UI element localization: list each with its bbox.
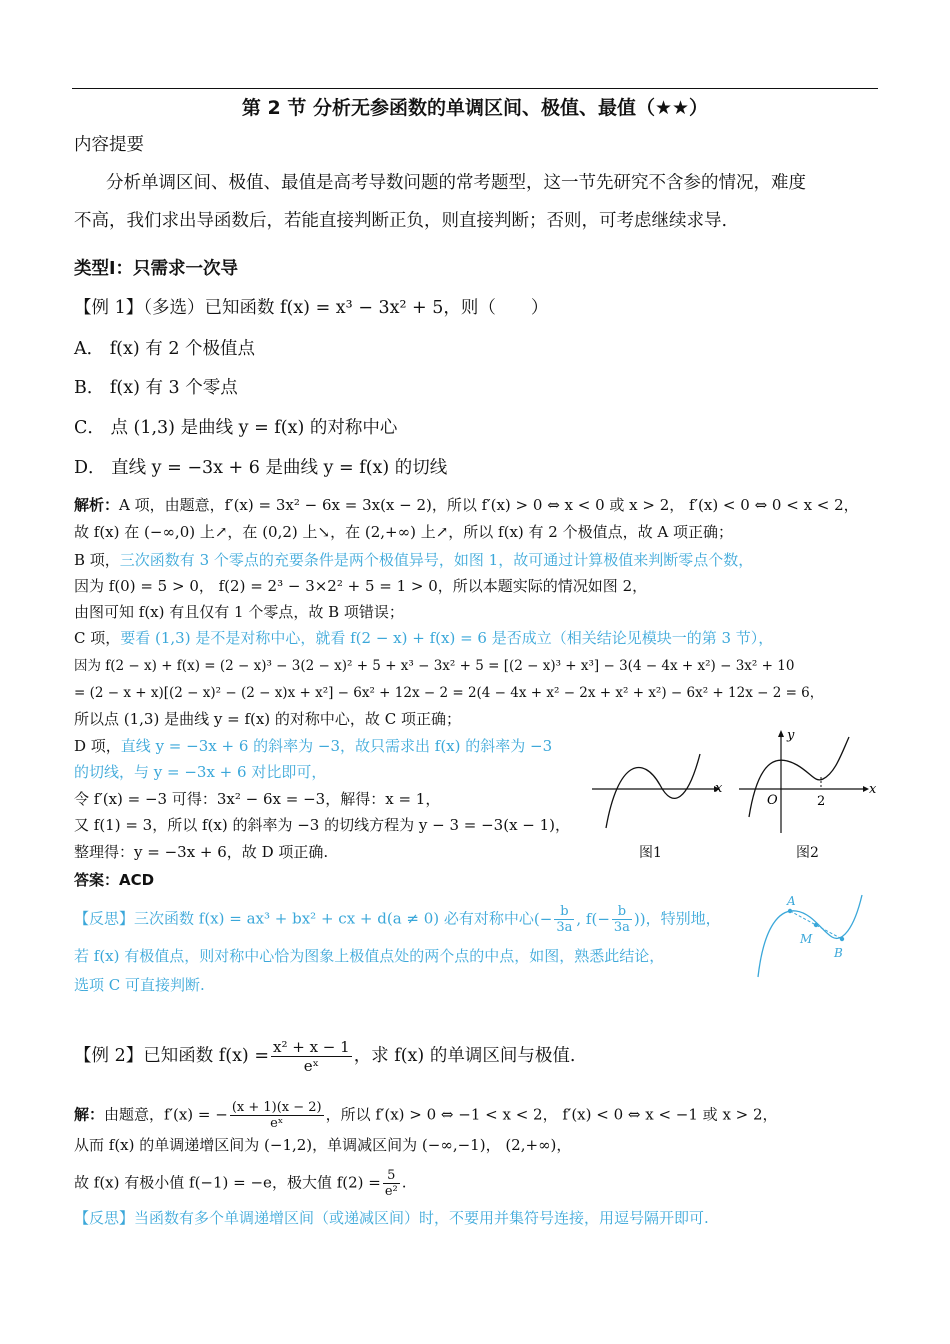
solution-2-line-3 bbox=[74, 1168, 407, 1199]
b-note: 三次函数有 3 个零点的充要条件是两个极值异号，如图 1，故可通过计算极值来判断零点个数， bbox=[119, 551, 754, 569]
option-c: C． 点 (1,3) 是曲线 y = f(x) 的对称中心 bbox=[74, 418, 398, 438]
figure-2-x-label: x bbox=[869, 782, 877, 797]
analysis-line-c4: 所以点 (1,3) 是曲线 y = f(x) 的对称中心，故 C 项正确； bbox=[74, 710, 461, 728]
figure-1-caption: 图1 bbox=[639, 845, 662, 861]
reflection-1-line-3: 选项 C 可直接判断. bbox=[74, 976, 205, 994]
figure-2-y-label: y bbox=[787, 728, 795, 743]
fraction-b-over-3a-2: $\frac{b}{3a}$ bbox=[613, 904, 630, 935]
option-a: A． f(x) 有 2 个极值点 bbox=[74, 339, 256, 359]
reflection-1-line-2: 若 f(x) 有极值点，则对称中心恰为图象上极值点处的两个点的中点，如图，熟悉此结论， bbox=[74, 947, 665, 965]
figure-3-point-b bbox=[840, 937, 844, 941]
reflection-1-text-b: ，特别地， bbox=[645, 909, 721, 928]
figure-2-caption: 图2 bbox=[796, 845, 819, 861]
figure-3-label-b: B bbox=[834, 946, 843, 960]
symmetry-center-expression: (− $\frac{b}{3a}$ , f(− $\frac{b}{3a}$ )) bbox=[533, 904, 646, 935]
d-note: 直线 y = −3x + 6 的斜率为 −3，故只需求出 f(x) 的斜率为 −3 bbox=[120, 737, 553, 755]
figure-2-tick-label: 2 bbox=[817, 794, 826, 809]
analysis-line-a2: 故 f(x) 在 (−∞,0) 上↗，在 (0,2) 上↘，在 (2,+∞) 上↗，所以 f(x) 有 2 个极值点，故 A 项正确； bbox=[74, 523, 733, 541]
figure-3-symmetry-graph bbox=[750, 885, 880, 985]
figure-1-graph bbox=[588, 750, 728, 840]
figure-1-x-label: x bbox=[715, 781, 723, 796]
solution-2-line-2: 从而 f(x) 的单调递增区间为 (−1,2)，单调减区间为 (−∞,−1)， (2,+∞)， bbox=[74, 1136, 572, 1154]
analysis-line-d4: 又 f(1) = 3，所以 f(x) 的斜率为 −3 的切线方程为 y − 3 = −3(x − 1)， bbox=[74, 816, 571, 834]
summary-paragraph-line-2: 不高，我们求出导函数后，若能直接判断正负，则直接判断；否则，可考虑继续求导. bbox=[74, 211, 728, 231]
example-2-fraction: $\frac{\text{x² + x − 1}}{\text{eˣ}}$ bbox=[273, 1038, 350, 1075]
solution-2-text-b: ，所以 f′(x) > 0 ⇔ −1 < x < 2， f′(x) < 0 ⇔ x < −1 或 x > 2， bbox=[325, 1105, 778, 1124]
analysis-line-c3: = (2 − x + x)[(2 − x)² − (2 − x)x + x²] − 6x² + 12x − 2 = 2(4 − 4x + x² − 2x + x² + x²) − 6x² + 12x − 2 = 6， bbox=[74, 685, 824, 701]
analysis-line-b2: 因为 f(0) = 5 > 0， f(2) = 2³ − 3×2² + 5 = 1 > 0，所以本题实际的情况如图 2， bbox=[74, 577, 648, 595]
reflection-1-text-a: 【反思】三次函数 f(x) = ax³ + bx² + cx + d(a ≠ 0) 必有对称中心 bbox=[74, 909, 534, 928]
reflection-1-line-1 bbox=[74, 904, 721, 935]
figure-2-graph bbox=[735, 725, 875, 835]
solution-2-text-d: . bbox=[401, 1173, 407, 1192]
figure-3-label-a: A bbox=[787, 894, 796, 908]
reflection-2: 【反思】当函数有多个单调递增区间（或递减区间）时，不要用并集符号连接，用逗号隔开即可. bbox=[74, 1209, 709, 1227]
solution-2-text-c: 故 f(x) 有极小值 f(−1) = −e，极大值 f(2) = bbox=[74, 1173, 381, 1192]
b-prefix: B 项， bbox=[74, 551, 120, 569]
summary-heading: 内容提要 bbox=[74, 135, 144, 155]
analysis-line-c1 bbox=[74, 629, 773, 648]
figure-2-curve bbox=[749, 737, 849, 817]
solution-2-text-a: 由题意，f′(x) = − bbox=[104, 1105, 228, 1124]
answer: 答案：ACD bbox=[74, 871, 155, 889]
example-1-stem: 【例 1】（多选）已知函数 f(x) = x³ − 3x² + 5，则（ ） bbox=[74, 298, 549, 318]
analysis-line-b3: 由图可知 f(x) 有且仅有 1 个零点，故 B 项错误； bbox=[74, 603, 404, 621]
summary-paragraph-line-1: 分析单调区间、极值、最值是高考导数问题的常考题型，这一节先研究不含参的情况，难度 bbox=[106, 173, 806, 193]
figure-3-label-m: M bbox=[800, 932, 813, 946]
example-2-stem bbox=[74, 1038, 575, 1075]
solution-2-line-1 bbox=[74, 1100, 778, 1131]
figure-2-y-arrow bbox=[778, 730, 784, 737]
d-prefix: D 项， bbox=[74, 737, 121, 755]
header-rule bbox=[72, 88, 878, 89]
example-2-text-b: ，求 f(x) 的单调区间与极值. bbox=[353, 1046, 576, 1066]
analysis-line-c2: 因为 f(2 − x) + f(x) = (2 − x)³ − 3(2 − x)² + 5 + x³ − 3x² + 5 = [(2 − x)³ + x³] − 3(4 − 4x + x²) − 3x² + 10 bbox=[74, 658, 795, 674]
analysis-line-d3: 令 f′(x) = −3 可得：3x² − 6x = −3，解得：x = 1， bbox=[74, 790, 441, 808]
example-2-text-a: 【例 2】已知函数 f(x) = bbox=[74, 1046, 269, 1066]
c-note: 要看 (1,3) 是不是对称中心，就看 f(2 − x) + f(x) = 6 是否成立（相关结论见模块一的第 3 节）， bbox=[120, 629, 774, 647]
analysis-line-d2: 的切线，与 y = −3x + 6 对比即可， bbox=[74, 763, 327, 781]
analysis-a1-text: A 项，由题意，f′(x) = 3x² − 6x = 3x(x − 2)，所以 f′(x) > 0 ⇔ x < 0 或 x > 2， f′(x) < 0 ⇔ 0 < x < 2， bbox=[119, 496, 859, 514]
figure-3-point-a bbox=[788, 909, 792, 913]
fraction-b-over-3a: $\frac{b}{3a}$ bbox=[556, 904, 573, 935]
analysis-line-a1 bbox=[74, 496, 859, 515]
figure-3-point-m bbox=[814, 923, 818, 927]
max-value-fraction: $\frac{5}{\text{e²}}$ bbox=[384, 1168, 398, 1199]
option-d: D． 直线 y = −3x + 6 是曲线 y = f(x) 的切线 bbox=[74, 458, 448, 478]
type-heading: 类型Ⅰ：只需求一次导 bbox=[74, 259, 239, 279]
analysis-line-d5: 整理得：y = −3x + 6，故 D 项正确. bbox=[74, 843, 329, 861]
figure-2-origin-label: O bbox=[767, 793, 778, 808]
solution-label: 解： bbox=[74, 1105, 105, 1124]
analysis-line-b1 bbox=[74, 551, 753, 570]
derivative-fraction: $\frac{(x + 1)(x - 2)}{\text{eˣ}}$ bbox=[231, 1100, 322, 1131]
figure-1-curve bbox=[606, 754, 700, 828]
analysis-label: 解析： bbox=[74, 496, 120, 514]
c-prefix: C 项， bbox=[74, 629, 121, 647]
option-b: B． f(x) 有 3 个零点 bbox=[74, 378, 238, 398]
analysis-line-d1 bbox=[74, 737, 552, 756]
section-title: 第 2 节 分析无参函数的单调区间、极值、最值（★★） bbox=[241, 97, 709, 119]
